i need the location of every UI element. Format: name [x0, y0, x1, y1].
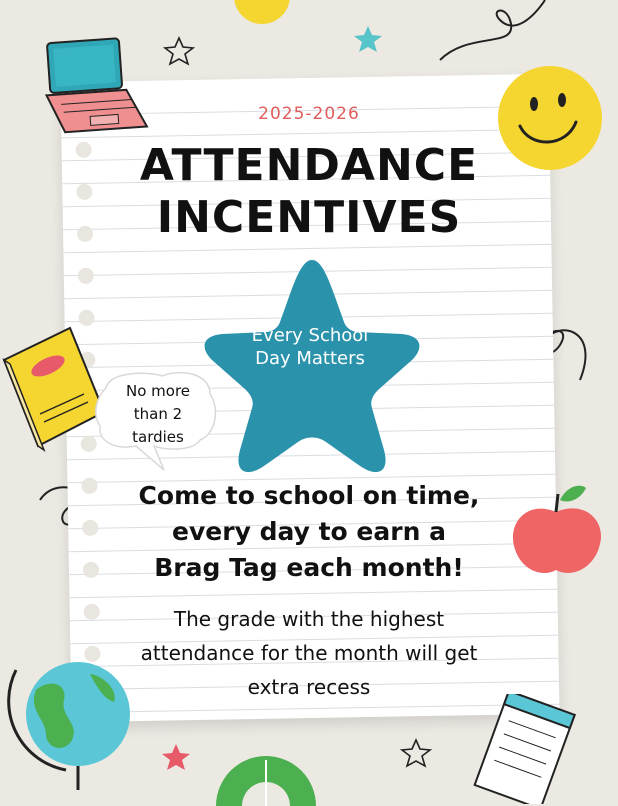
- main-message-line1: Come to school on time,: [138, 481, 480, 510]
- speech-bubble-line1: No more: [125, 382, 191, 400]
- star-badge-line2: Day Matters: [255, 348, 365, 369]
- speech-bubble-line2: than 2: [133, 405, 183, 423]
- speech-bubble-text: [106, 380, 210, 449]
- speech-bubble-line3: tardies: [132, 428, 184, 446]
- main-message-line2: every day to earn a: [172, 517, 446, 546]
- main-message-line3: Brag Tag each month!: [154, 553, 464, 582]
- star-badge-line1: Every School: [251, 325, 369, 346]
- main-message: [80, 478, 538, 586]
- notepad-icon: [470, 694, 580, 804]
- page-title-line2: INCENTIVES: [156, 192, 462, 243]
- yellow-circle-icon: [234, 0, 290, 24]
- star-icon: [402, 740, 430, 766]
- details-line1: The grade with the highest: [173, 607, 445, 631]
- details-line3: extra recess: [247, 675, 371, 699]
- details-line2: attendance for the month will get: [140, 641, 478, 665]
- star-badge-text: [226, 324, 394, 370]
- protractor-icon: [212, 746, 322, 806]
- page-title-line1: ATTENDANCE: [139, 140, 479, 191]
- star-icon: [354, 26, 382, 52]
- details-text: [100, 602, 518, 704]
- star-icon: [165, 38, 193, 64]
- swirl-icon: [440, 0, 545, 60]
- school-year: 2025-2026: [258, 104, 360, 124]
- star-icon: [162, 744, 190, 770]
